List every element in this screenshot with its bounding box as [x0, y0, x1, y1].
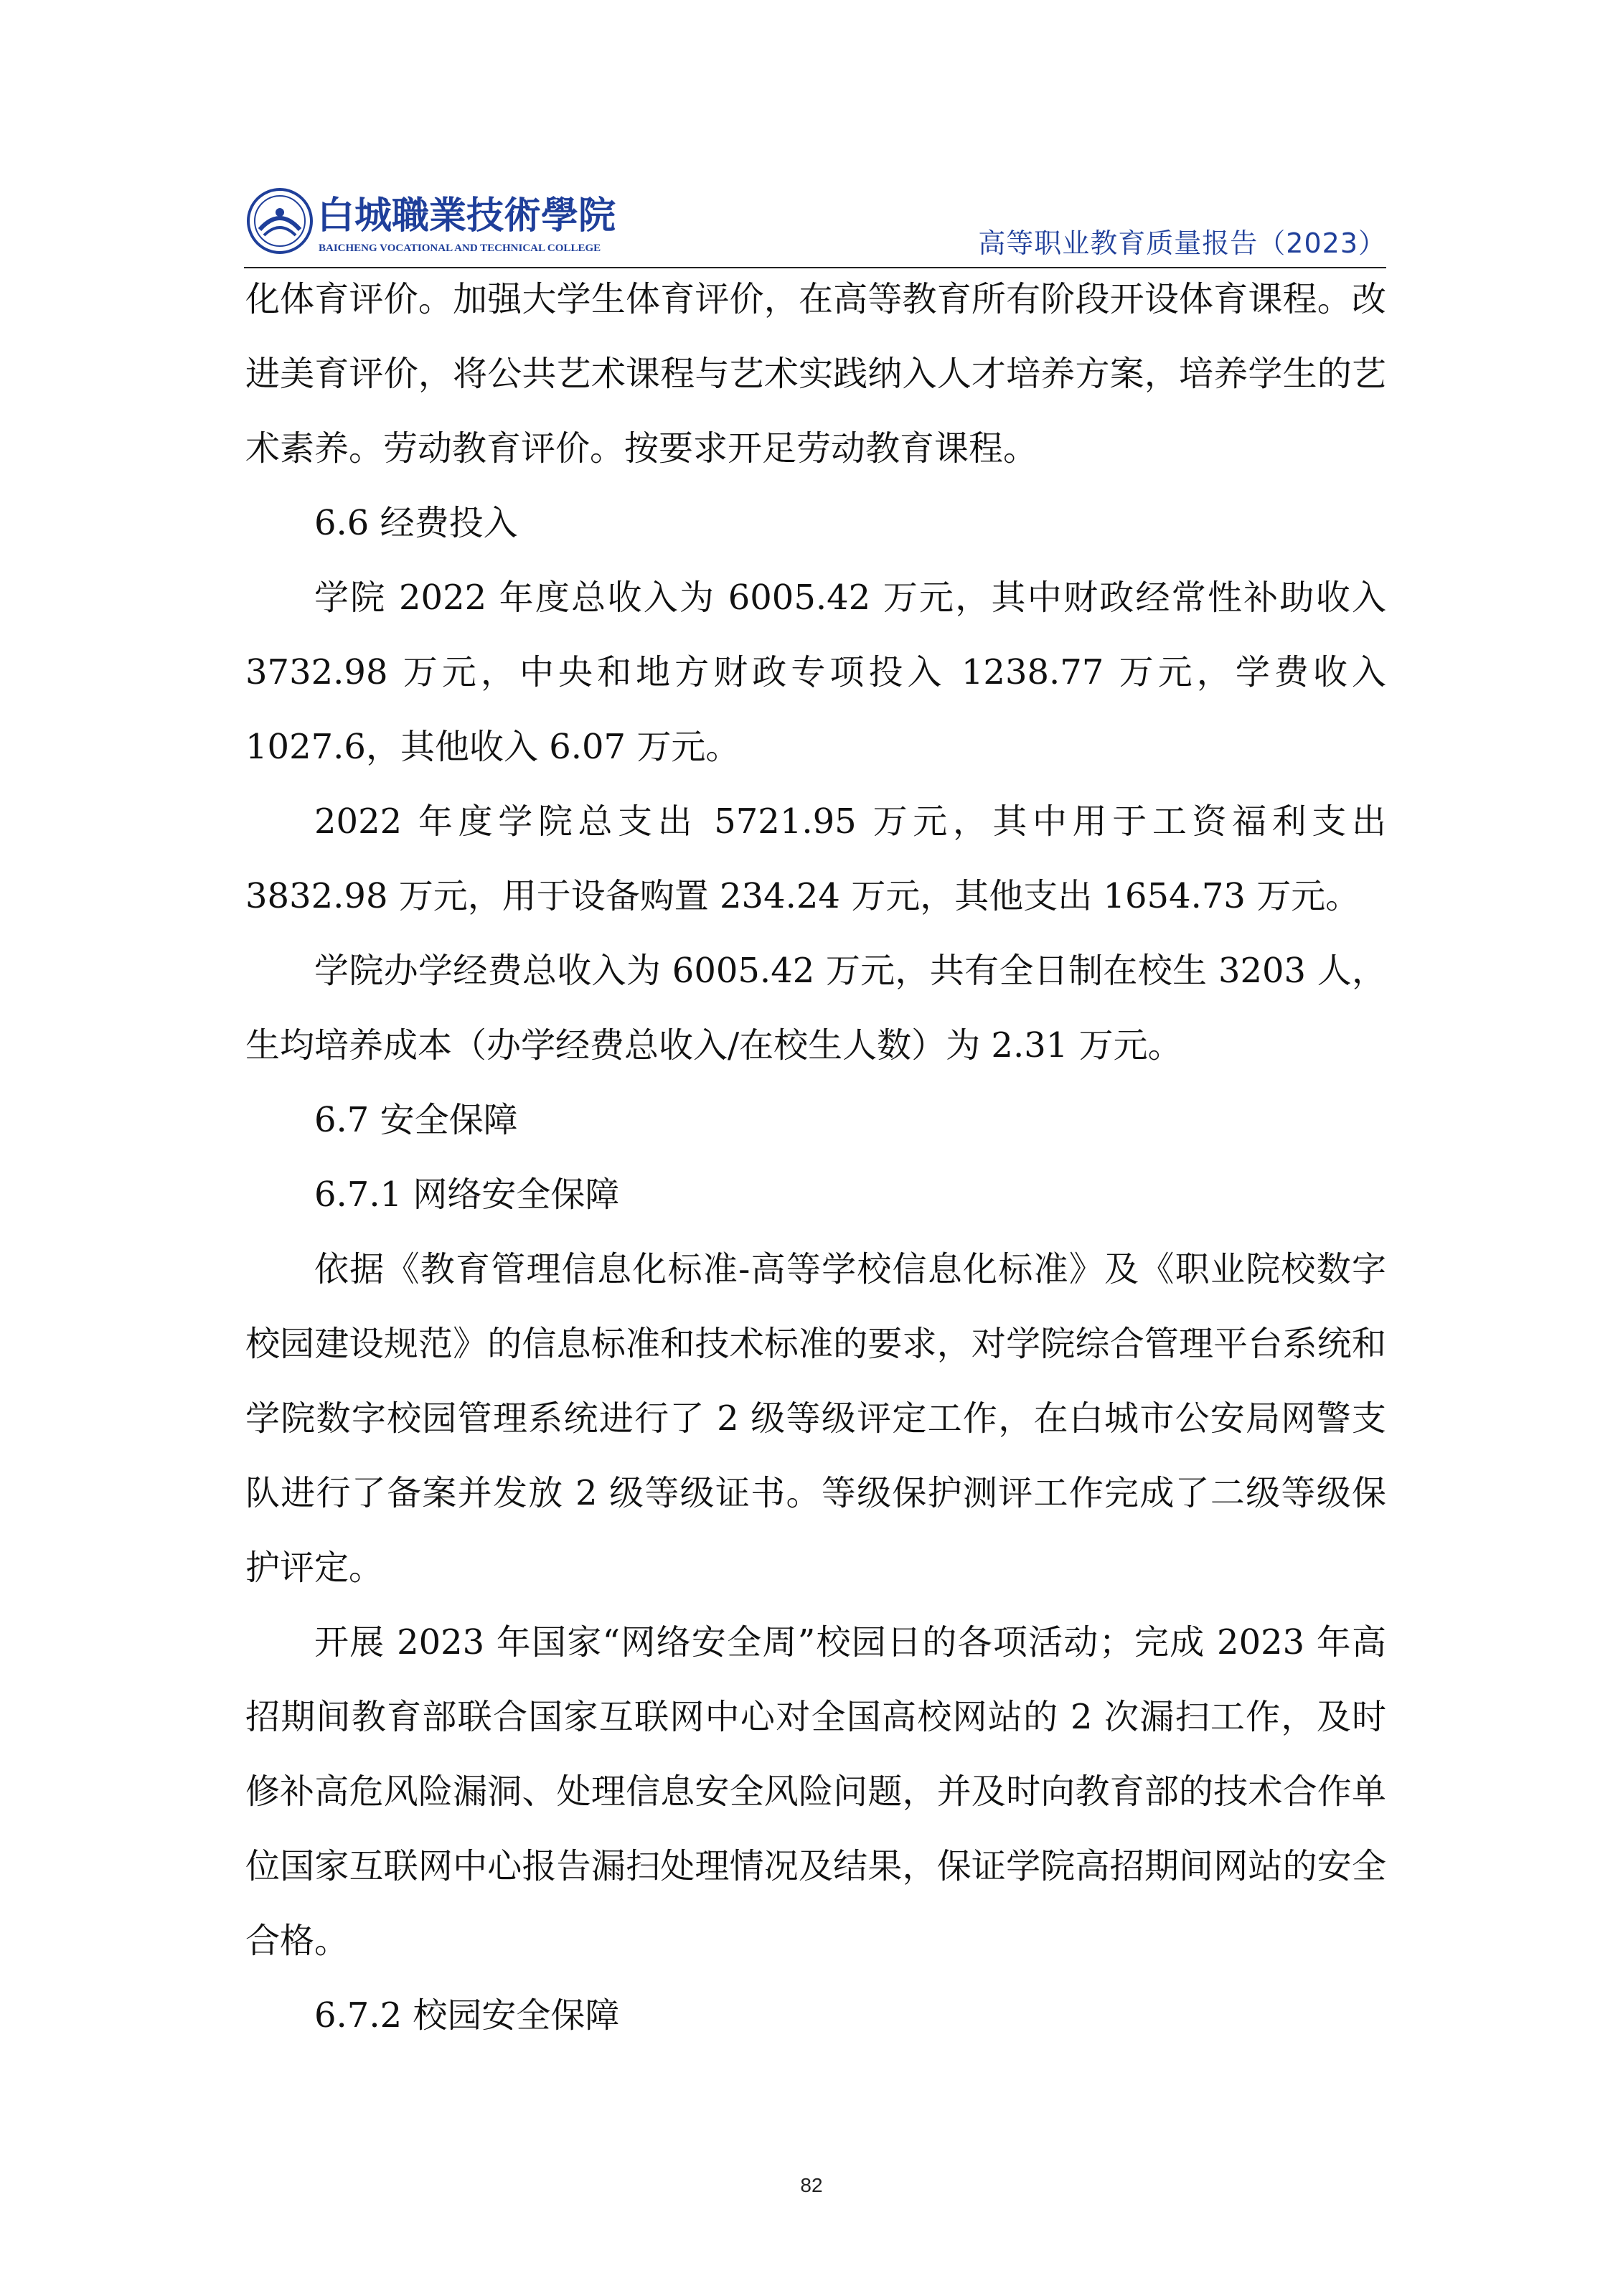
paragraph-continued: 化体育评价。加强大学生体育评价，在高等教育所有阶段开设体育课程。改进美育评价，将公共艺术课程与艺术实践纳入人才培养方案，培养学生的艺术素养。劳动教育评价。按要求开足劳动教育课程。	[245, 279, 1386, 469]
subsection-heading-6-7-1: 6.7.1 网络安全保障	[314, 1175, 620, 1215]
section-heading-6-6: 6.6 经费投入	[314, 503, 518, 543]
paragraph-cost-per-student: 学院办学经费总收入为 6005.42 万元，共有全日制在校生 3203 人，生均培养成本（办学经费总收入/在校生人数）为 2.31 万元。	[245, 951, 1386, 1065]
emblem-icon	[248, 189, 311, 253]
paragraph-network-security-week: 开展 2023 年国家“网络安全周”校园日的各项活动；完成 2023 年高招期间教育部联合国家互联网中心对全国高校网站的 2 次漏扫工作，及时修补高危风险漏洞、处理信息安全风险问题，并及时向教育部的技术合作单位国家互联网中心报告漏扫处理情况及结果，保证学院高招期间网站的安全合格。	[245, 1622, 1386, 1961]
report-title: 高等职业教育质量报告（2023）	[978, 227, 1386, 259]
svg-text:白城職業技術學院: 白城職業技術學院	[317, 194, 616, 237]
paragraph-expenditure: 2022 年度学院总支出 5721.95 万元，其中用于工资福利支出 3832.98 万元，用于设备购置 234.24 万元，其他支出 1654.73 万元。	[245, 801, 1386, 916]
svg-text:BAICHENG VOCATIONAL AND TECHNI: BAICHENG VOCATIONAL AND TECHNICAL COLLEGE	[319, 243, 601, 254]
document-body	[245, 262, 1386, 2053]
page-number: 82	[800, 2174, 823, 2196]
subsection-heading-6-7-2: 6.7.2 校园安全保障	[314, 1995, 620, 2036]
paragraph-network-security-standards: 依据《教育管理信息化标准-高等学校信息化标准》及《职业院校数字校园建设规范》的信息标准和技术标准的要求，对学院综合管理平台系统和学院数字校园管理系统进行了 2 级等级评定工作，在白城市公安局网警支队进行了备案并发放 2 级等级证书。等级保护测评工作完成了二级等级保护评定。	[245, 1249, 1386, 1588]
section-heading-6-7: 6.7 安全保障	[314, 1100, 518, 1140]
paragraph-income: 学院 2022 年度总收入为 6005.42 万元，其中财政经常性补助收入 3732.98 万元，中央和地方财政专项投入 1238.77 万元，学费收入 1027.6，其他收入 6.07 万元。	[245, 578, 1386, 767]
page-header	[244, 185, 1386, 270]
college-logo	[244, 185, 617, 264]
